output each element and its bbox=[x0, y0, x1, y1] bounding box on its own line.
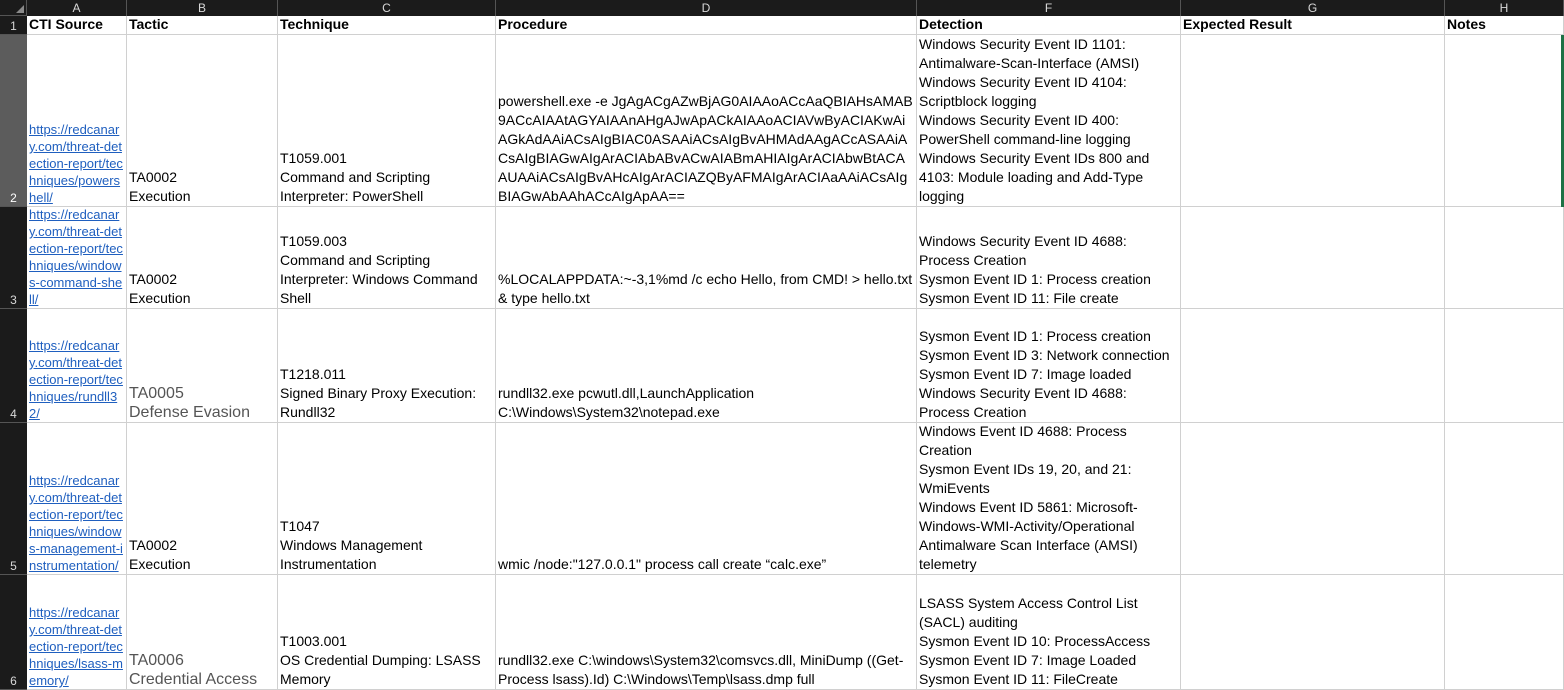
cell-notes[interactable] bbox=[1445, 207, 1564, 309]
cti-source-link[interactable]: https://redcanary.com/threat-detection-report/techniques/lsass-memory/ bbox=[29, 605, 123, 688]
tactic-text: TA0002 Execution bbox=[129, 271, 191, 306]
cell-tactic[interactable] bbox=[127, 575, 278, 690]
cell-expected-result[interactable] bbox=[1181, 309, 1445, 423]
cell-technique[interactable] bbox=[278, 423, 496, 575]
header-technique[interactable] bbox=[278, 16, 496, 35]
cell-cti-source[interactable] bbox=[27, 575, 127, 690]
cell-detection[interactable] bbox=[917, 575, 1181, 690]
cell-expected-result[interactable] bbox=[1181, 423, 1445, 575]
detection-text: LSASS System Access Control List (SACL) auditing Sysmon Event ID 10: ProcessAccess Sysmon Event ID 7: Image Loaded Sysmon Event ID 11: FileCreate bbox=[919, 595, 1151, 687]
column-header-g[interactable]: G bbox=[1181, 0, 1445, 16]
cell-detection[interactable] bbox=[917, 423, 1181, 575]
header-procedure[interactable] bbox=[496, 16, 917, 35]
cell-technique[interactable] bbox=[278, 575, 496, 690]
cell-tactic[interactable] bbox=[127, 309, 278, 423]
header-tactic-text: Tactic bbox=[129, 16, 169, 32]
cell-procedure[interactable] bbox=[496, 35, 917, 207]
technique-text: T1059.003 Command and Scripting Interpreter: Windows Command Shell bbox=[280, 233, 478, 306]
header-procedure-text: Procedure bbox=[498, 16, 568, 32]
cell-procedure[interactable] bbox=[496, 309, 917, 423]
procedure-text: powershell.exe -e JgAgACgAZwBjAG0AIAAoACcAaQBIAHsAMAB9ACcAIAAtAGYAIAAnAHgAJwApACkAIAAoACIAVwByACIAKwAiAGkAdAAiACsAIgBIAC0ASAAiACsAIgBvAHMAdAAgACcASAAiACsAIgBIAGwAIgArACIAbABvACwAIABmAHIAIgArACIAbwBtACAAUAAiACsAIgBvAHcAIgArACIAZQByAFMAIgArACIAaAAiACsAIgBIAGwAbAAhACcAIgApAA== bbox=[498, 93, 913, 204]
cell-notes[interactable] bbox=[1445, 35, 1564, 207]
cell-procedure[interactable] bbox=[496, 423, 917, 575]
header-technique-text: Technique bbox=[280, 16, 349, 32]
cell-notes[interactable] bbox=[1445, 575, 1564, 690]
detection-text: Windows Security Event ID 1101: Antimalware-Scan-Interface (AMSI) Windows Security Event ID 4104: Scriptblock logging Windows Security Event ID 400: PowerShell command-line logging Windows Security Event IDs 800 and 4103: Module loading and Add-Type logging bbox=[919, 36, 1150, 204]
tactic-text: TA0002 Execution bbox=[129, 537, 191, 572]
detection-text: Sysmon Event ID 1: Process creation Sysmon Event ID 3: Network connection Sysmon Event ID 7: Image loaded Windows Security Event ID 4688: Process Creation bbox=[919, 328, 1170, 420]
cell-technique[interactable] bbox=[278, 207, 496, 309]
procedure-text: rundll32.exe pcwutl.dll,LaunchApplication C:\Windows\System32\notepad.exe bbox=[498, 385, 758, 420]
tactic-text: TA0002 Execution bbox=[129, 169, 191, 204]
cell-grid bbox=[27, 16, 1564, 690]
column-header-b[interactable]: B bbox=[127, 0, 278, 16]
column-header-h[interactable]: H bbox=[1445, 0, 1564, 16]
procedure-text: %LOCALAPPDATA:~-3,1%md /c echo Hello, from CMD! > hello.txt & type hello.txt bbox=[498, 271, 917, 306]
header-detection-text: Detection bbox=[919, 16, 983, 32]
cell-cti-source[interactable] bbox=[27, 207, 127, 309]
cti-source-link[interactable]: https://redcanary.com/threat-detection-report/techniques/powershell/ bbox=[29, 122, 123, 205]
header-notes-text: Notes bbox=[1447, 16, 1486, 32]
row-header-2[interactable]: 2 bbox=[0, 35, 27, 207]
cell-tactic[interactable] bbox=[127, 423, 278, 575]
cell-notes[interactable] bbox=[1445, 423, 1564, 575]
header-cti-source[interactable] bbox=[27, 16, 127, 35]
column-header-f[interactable]: F bbox=[917, 0, 1181, 16]
cti-source-link[interactable]: https://redcanary.com/threat-detection-report/techniques/windows-management-instrumentation/ bbox=[29, 473, 123, 573]
tactic-text: TA0006 Credential Access bbox=[129, 652, 258, 688]
row-header-5[interactable]: 5 bbox=[0, 423, 27, 575]
cell-cti-source[interactable] bbox=[27, 309, 127, 423]
header-notes[interactable] bbox=[1445, 16, 1564, 35]
header-expected-result[interactable] bbox=[1181, 16, 1445, 35]
technique-text: T1218.011 Signed Binary Proxy Execution: Rundll32 bbox=[280, 366, 477, 420]
cell-detection[interactable] bbox=[917, 309, 1181, 423]
cell-notes[interactable] bbox=[1445, 309, 1564, 423]
column-header-a[interactable]: A bbox=[27, 0, 127, 16]
tactic-text: TA0005 Defense Evasion bbox=[129, 385, 250, 421]
detection-text: Windows Event ID 4688: Process Creation Sysmon Event IDs 19, 20, and 21: WmiEvents Windows Event ID 5861: Microsoft-Windows-WMI-Activity/Operational Antimalware Scan Interface (AMSI) telemetry bbox=[919, 423, 1138, 572]
technique-text: T1047 Windows Management Instrumentation bbox=[280, 518, 423, 572]
select-all-corner[interactable] bbox=[0, 0, 27, 16]
cell-tactic[interactable] bbox=[127, 207, 278, 309]
cell-expected-result[interactable] bbox=[1181, 575, 1445, 690]
cell-expected-result[interactable] bbox=[1181, 35, 1445, 207]
row-header-3[interactable]: 3 bbox=[0, 207, 27, 309]
cell-detection[interactable] bbox=[917, 207, 1181, 309]
cti-source-link[interactable]: https://redcanary.com/threat-detection-report/techniques/rundll32/ bbox=[29, 338, 123, 421]
cell-expected-result[interactable] bbox=[1181, 207, 1445, 309]
header-expected-result-text: Expected Result bbox=[1183, 16, 1292, 32]
row-header-4[interactable]: 4 bbox=[0, 309, 27, 423]
cell-procedure[interactable] bbox=[496, 575, 917, 690]
procedure-text: rundll32.exe C:\windows\System32\comsvcs.dll, MiniDump ((Get-Process lsass).Id) C:\Windows\Temp\lsass.dmp full bbox=[498, 652, 904, 687]
technique-text: T1003.001 OS Credential Dumping: LSASS Memory bbox=[280, 633, 481, 687]
cti-source-link[interactable]: https://redcanary.com/threat-detection-report/techniques/windows-command-shell/ bbox=[29, 207, 123, 307]
row-header-6[interactable]: 6 bbox=[0, 575, 27, 690]
cell-technique[interactable] bbox=[278, 309, 496, 423]
cell-procedure[interactable] bbox=[496, 207, 917, 309]
header-detection[interactable] bbox=[917, 16, 1181, 35]
column-header-c[interactable]: C bbox=[278, 0, 496, 16]
technique-text: T1059.001 Command and Scripting Interpreter: PowerShell bbox=[280, 150, 431, 204]
column-header-d[interactable]: D bbox=[496, 0, 917, 16]
header-cti-source-text: CTI Source bbox=[29, 16, 103, 32]
cell-cti-source[interactable] bbox=[27, 423, 127, 575]
procedure-text: wmic /node:"127.0.0.1" process call create “calc.exe” bbox=[498, 556, 827, 572]
detection-text: Windows Security Event ID 4688: Process Creation Sysmon Event ID 1: Process creation Sysmon Event ID 11: File create bbox=[919, 233, 1151, 306]
cell-technique[interactable] bbox=[278, 35, 496, 207]
cell-detection[interactable] bbox=[917, 35, 1181, 207]
cell-tactic[interactable] bbox=[127, 35, 278, 207]
header-tactic[interactable] bbox=[127, 16, 278, 35]
cell-cti-source[interactable] bbox=[27, 35, 127, 207]
row-header-1[interactable]: 1 bbox=[0, 16, 27, 35]
